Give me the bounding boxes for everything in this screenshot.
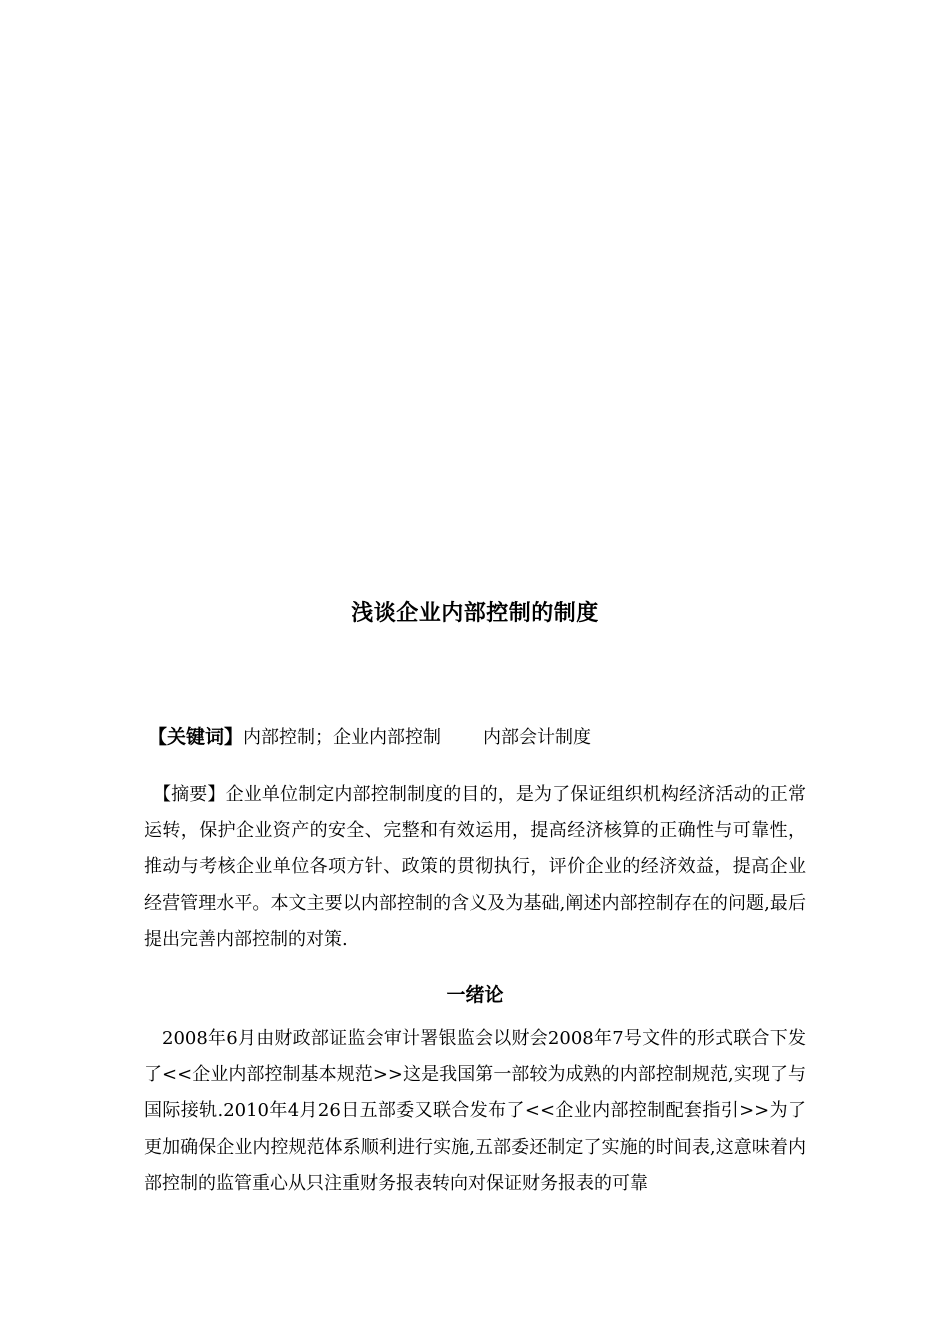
abstract-text: 企业单位制定内部控制制度的目的，是为了保证组织机构经济活动的正常运转，保护企业资产的安全、完整和有效运用，提高经济核算的正确性与可靠性，推动与考核企业单位各项方针、政策的贯彻执行，评价企业的经济效益，提高企业经营管理水平。本文主要以内部控制的含义及为基础,阐述内部控制存在的问题,最后提出完善内部控制的对策. <box>144 784 807 950</box>
intro-paragraph: 2008年6月由财政部证监会审计署银监会以财会2008年7号文件的形式联合下发了<<企业内部控制基本规范>>这是我国第一部较为成熟的内部控制规范,实现了与国际接轨.2010年4月26日五部委又联合发布了<<企业内部控制配套指引>>为了更加确保企业内控规范体系顺利进行实施,五部委还制定了实施的时间表,这意味着内部控制的监管重心从只注重财务报表转向对保证财务报表的可靠 <box>144 1028 806 1194</box>
keywords-line <box>148 722 828 749</box>
keywords-label: 【关键词】 <box>148 726 244 748</box>
document-title: 浅谈企业内部控制的制度 <box>351 601 599 626</box>
abstract-paragraph <box>144 777 806 958</box>
keyword-item: 内部控制；企业内部控制 <box>243 727 442 748</box>
abstract-label: 【摘要】 <box>153 784 226 805</box>
keyword-item: 内部会计制度 <box>483 727 592 748</box>
section-heading: 一绪论 <box>446 984 504 1006</box>
